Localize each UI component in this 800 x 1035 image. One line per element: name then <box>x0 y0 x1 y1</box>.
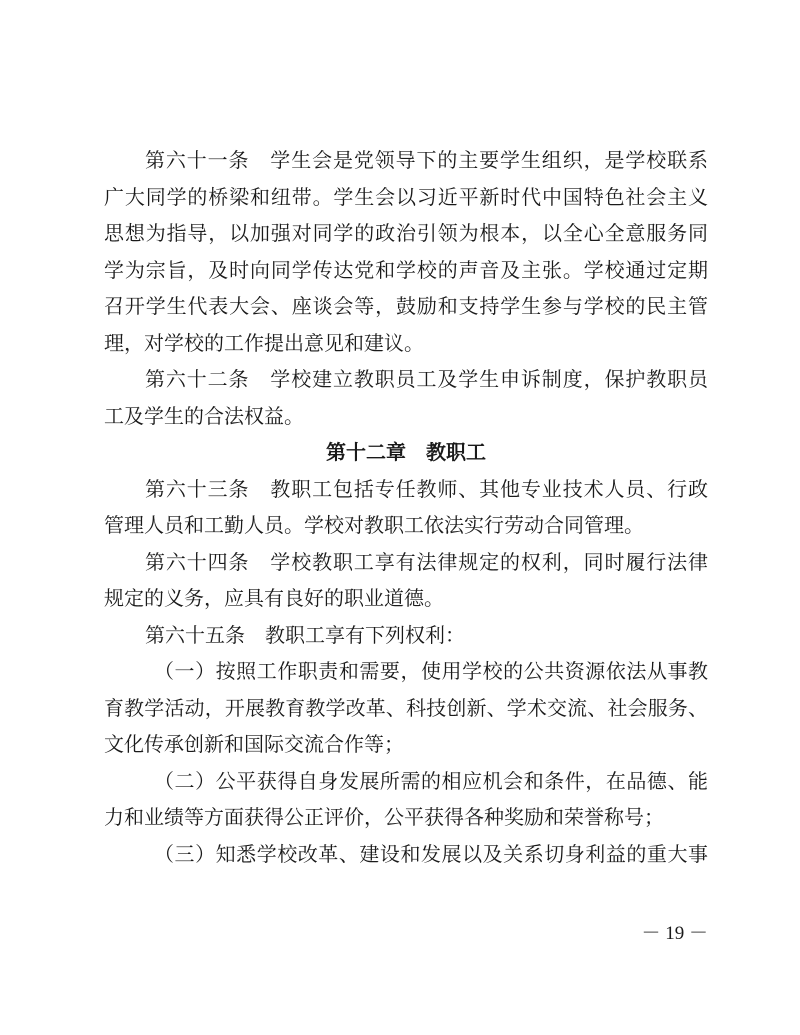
chapter-heading: 第十二章 教职工 <box>326 440 486 464</box>
clause-3-line-1: （三）知悉学校改革、建设和发展以及关系切身利益的重大事 <box>154 841 708 866</box>
article-65-line-1: 第六十五条 教职工享有下列权利： <box>145 622 465 647</box>
clause-2-line-1: （二）公平获得自身发展所需的相应机会和条件，在品德、能 <box>154 768 708 793</box>
article-61-line-3: 思想为指导，以加强对同学的政治引领为根本，以全心全意服务同 <box>104 221 708 245</box>
article-62-line-1: 第六十二条 学校建立教职员工及学生申诉制度，保护教职员 <box>145 367 708 391</box>
page-number: － 19 － <box>641 923 708 944</box>
article-61-line-4: 学为宗旨，及时向同学传达党和学校的声音及主张。学校通过定期 <box>104 257 708 282</box>
article-61-line-2: 广大同学的桥梁和纽带。学生会以习近平新时代中国特色社会主义 <box>104 184 708 209</box>
article-64-line-1: 第六十四条 学校教职工享有法律规定的权利，同时履行法律 <box>145 549 708 574</box>
clause-2-line-2: 力和业绩等方面获得公正评价，公平获得各种奖励和荣誉称号； <box>104 805 664 829</box>
article-62-line-2: 工及学生的合法权益。 <box>104 403 304 428</box>
clause-1-line-3: 文化传承创新和国际交流合作等； <box>104 732 404 756</box>
article-63-line-1: 第六十三条 教职工包括专任教师、其他专业技术人员、行政 <box>145 476 708 501</box>
clause-1-line-1: （一）按照工作职责和需要，使用学校的公共资源依法从事教 <box>154 659 708 683</box>
clause-1-line-2: 育教学活动，开展教育教学改革、科技创新、学术交流、社会服务、 <box>104 695 708 720</box>
article-63-line-2: 管理人员和工勤人员。学校对教职工依法实行劳动合同管理。 <box>104 513 644 537</box>
article-61-line-1: 第六十一条 学生会是党领导下的主要学生组织，是学校联系 <box>145 148 708 172</box>
article-64-line-2: 规定的义务，应具有良好的职业道德。 <box>104 586 444 610</box>
article-61-line-5: 召开学生代表大会、座谈会等，鼓励和支持学生参与学校的民主管 <box>104 294 708 318</box>
article-61-line-6: 理，对学校的工作提出意见和建议。 <box>104 330 424 355</box>
document-body <box>104 142 708 872</box>
